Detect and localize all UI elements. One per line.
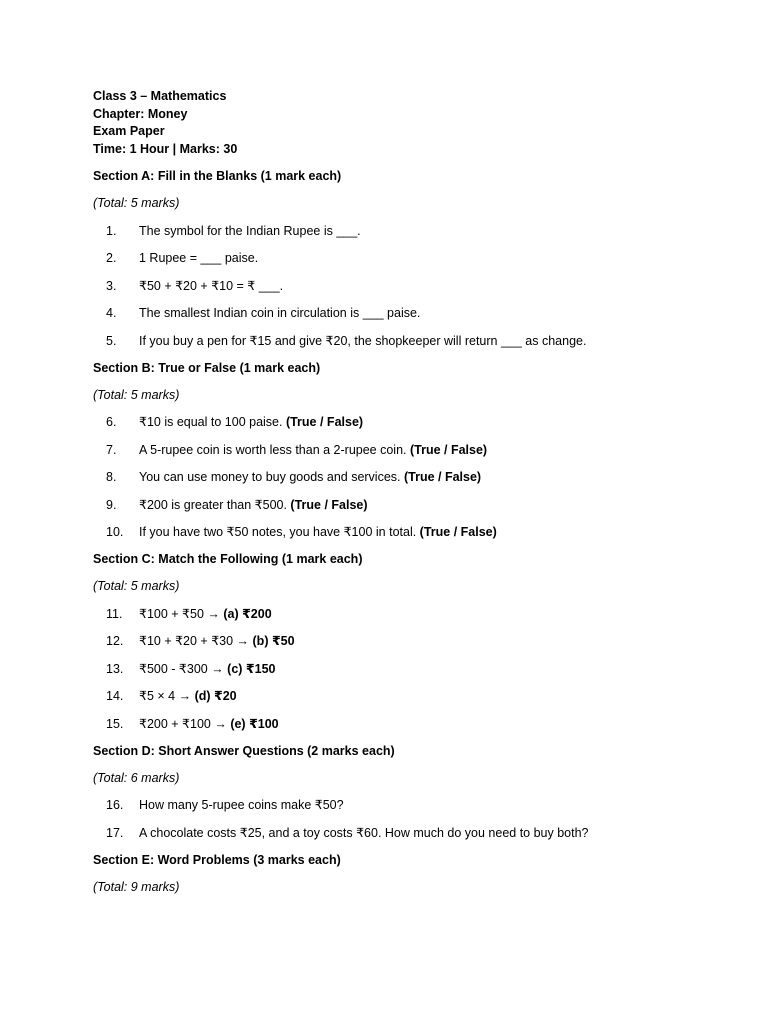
question-list [93,797,708,842]
section-title: Section D: Short Answer Questions (2 marks each) [93,743,395,758]
question-number-wrap [93,661,139,678]
question-body [139,469,708,486]
question-item [93,688,708,705]
question-number-wrap [93,469,139,486]
question-number-wrap [93,606,139,623]
question-answer-hint: (e) ₹100 [230,716,279,731]
question-number: 7. [106,442,117,457]
question-item [93,305,708,322]
question-answer-hint: (True / False) [285,415,364,429]
question-body [139,333,708,350]
question-text: The symbol for the Indian Rupee is ___. [139,223,361,238]
question-list [93,414,708,541]
question-item [93,333,708,350]
question-item [93,278,708,295]
section-section-e [93,852,708,896]
time-marks: Time: 1 Hour | Marks: 30 [93,141,238,156]
question-text: 1 Rupee = ___ paise. [139,251,259,265]
question-body [139,278,708,295]
question-text: The smallest Indian coin in circulation is ___ paise. [139,306,421,320]
question-number-wrap [93,414,139,431]
question-body [139,688,708,705]
section-section-a [93,168,708,350]
question-answer-hint: (True / False) [409,442,488,457]
question-number: 8. [106,470,117,484]
section-title: Section C: Match the Following (1 mark each) [93,552,363,566]
section-title: Section A: Fill in the Blanks (1 mark each) [93,169,342,183]
question-item [93,414,708,431]
question-number-wrap [93,688,139,705]
question-text: How many 5-rupee coins make ₹50? [139,798,344,812]
question-text: A 5-rupee coin is worth less than a 2-rupee coin. [139,442,410,457]
section-total-marks: (Total: 5 marks) [93,387,180,402]
question-text: ₹200 is greater than ₹500. [139,497,291,512]
question-number-wrap [93,524,139,541]
question-number: 12. [106,634,124,648]
section-total-marks: (Total: 5 marks) [93,196,180,210]
section-total-marks: (Total: 6 marks) [93,770,180,785]
question-number-wrap [93,797,139,814]
question-item [93,497,708,514]
question-item [93,442,708,459]
question-text: If you have two ₹50 notes, you have ₹100 in total. [139,525,420,539]
question-answer-hint: (d) ₹20 [194,689,237,703]
question-number-wrap [93,333,139,350]
question-list [93,606,708,733]
question-item [93,606,708,623]
question-answer-hint: (c) ₹150 [227,661,276,676]
question-number: 13. [106,661,124,676]
exam-header [93,88,708,158]
question-body [139,414,708,431]
question-number: 17. [106,825,124,840]
question-number: 9. [106,497,117,512]
section-title: Section E: Word Problems (3 marks each) [93,852,341,867]
chapter-title: Chapter: Money [93,106,188,121]
question-number: 4. [106,306,117,320]
question-text: A chocolate costs ₹25, and a toy costs ₹60. How much do you need to buy both? [139,825,589,840]
question-answer-hint: (True / False) [403,470,482,484]
question-number-wrap [93,278,139,295]
question-text: ₹50 + ₹20 + ₹10 = ₹ ___. [139,278,284,293]
section-section-c [93,551,708,733]
question-body [139,442,708,459]
question-number-wrap [93,716,139,733]
question-list [93,223,708,350]
question-number-wrap [93,223,139,240]
question-number-wrap [93,825,139,842]
question-body [139,633,708,650]
section-section-b [93,360,708,542]
sections-container [93,168,708,896]
question-number-wrap [93,442,139,459]
question-answer-hint: (b) ₹50 [252,634,295,648]
question-number: 14. [106,689,124,703]
question-number: 1. [106,223,117,238]
question-body [139,250,708,267]
question-number: 6. [106,415,117,429]
question-text: ₹5 × 4 → [139,689,195,703]
section-section-d [93,743,708,842]
question-body [139,524,708,541]
question-text: ₹10 + ₹20 + ₹30 → [139,634,253,648]
question-number-wrap [93,250,139,267]
question-number: 16. [106,798,124,812]
section-title: Section B: True or False (1 mark each) [93,360,321,375]
question-text: You can use money to buy goods and services. [139,470,404,484]
question-item [93,469,708,486]
question-body [139,497,708,514]
question-text: ₹200 + ₹100 → [139,716,231,731]
question-item [93,524,708,541]
question-number: 2. [106,251,117,265]
paper-type: Exam Paper [93,124,165,138]
question-body [139,661,708,678]
question-number: 15. [106,716,124,731]
question-body [139,716,708,733]
question-text: ₹100 + ₹50 → [139,606,224,621]
question-body [139,606,708,623]
question-item [93,716,708,733]
question-item [93,661,708,678]
question-body [139,305,708,322]
question-text: ₹10 is equal to 100 paise. [139,415,286,429]
question-item [93,797,708,814]
question-body [139,223,708,240]
question-item [93,633,708,650]
question-answer-hint: (True / False) [419,525,497,539]
question-number-wrap [93,633,139,650]
question-number: 10. [106,525,124,539]
section-total-marks: (Total: 5 marks) [93,579,180,593]
class-subject-title: Class 3 – Mathematics [93,89,227,103]
question-number-wrap [93,497,139,514]
question-body [139,825,708,842]
question-text: ₹500 - ₹300 → [139,661,228,676]
question-item [93,223,708,240]
question-item [93,825,708,842]
question-number: 3. [106,278,117,293]
question-answer-hint: (True / False) [290,497,368,512]
question-number-wrap [93,305,139,322]
question-answer-hint: (a) ₹200 [223,606,272,621]
question-number: 5. [106,333,117,348]
question-number: 11. [106,606,123,621]
question-text: If you buy a pen for ₹15 and give ₹20, the shopkeeper will return ___ as change. [139,333,587,348]
question-body [139,797,708,814]
section-total-marks: (Total: 9 marks) [93,879,180,894]
question-item [93,250,708,267]
